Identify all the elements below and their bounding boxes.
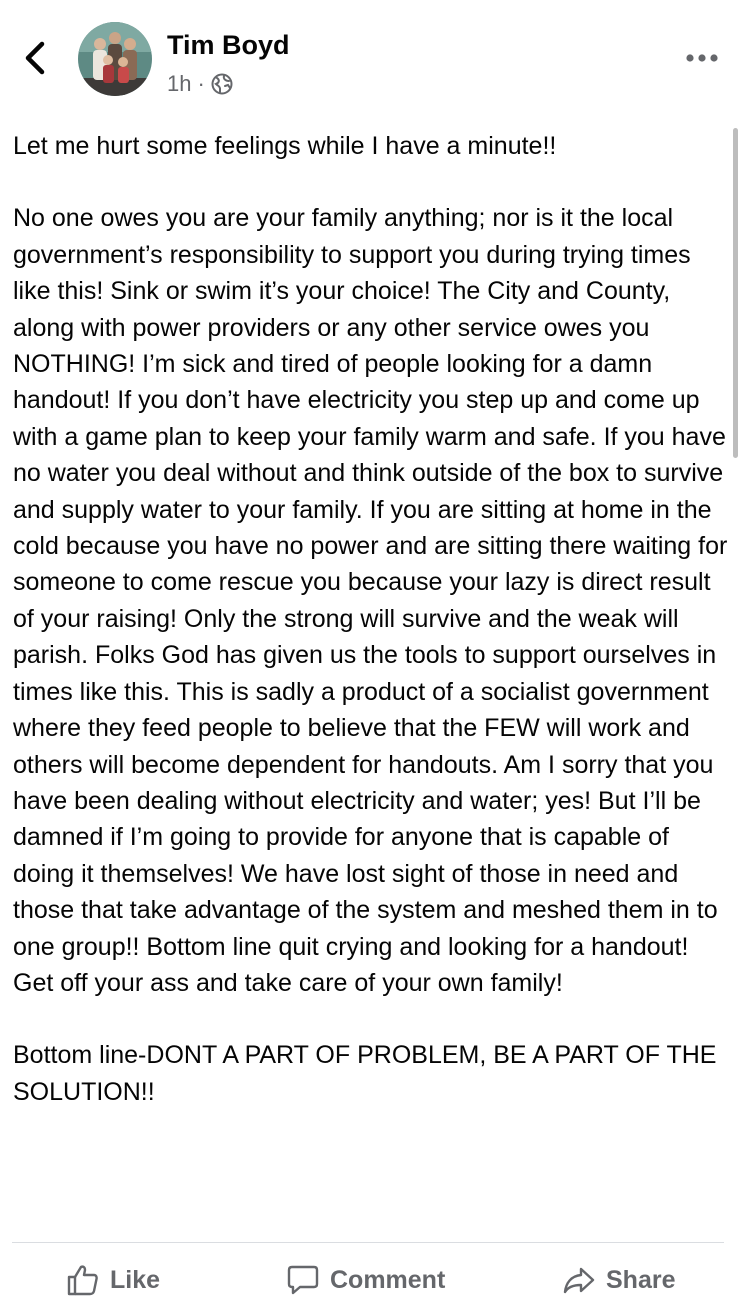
post-body bbox=[13, 128, 729, 1110]
meta-separator: · bbox=[197, 71, 205, 96]
comment-label: Comment bbox=[330, 1265, 446, 1294]
share-button[interactable] bbox=[562, 1256, 675, 1304]
post-actions-bar bbox=[0, 1256, 744, 1304]
share-arrow-icon bbox=[562, 1263, 596, 1297]
post-time[interactable]: 1h bbox=[167, 71, 192, 96]
avatar[interactable] bbox=[78, 22, 152, 96]
post-meta bbox=[167, 70, 233, 98]
like-label: Like bbox=[110, 1265, 161, 1294]
comment-button[interactable] bbox=[286, 1256, 445, 1304]
post-paragraph: Bottom line-DONT A PART OF PROBLEM, BE A PART OF THE SOLUTION!! bbox=[13, 1041, 717, 1106]
back-arrow-icon[interactable] bbox=[18, 38, 54, 78]
globe-icon bbox=[211, 73, 233, 95]
author-name[interactable]: Tim Boyd bbox=[167, 30, 290, 60]
post-paragraph: No one owes you are your family anything; nor is it the local government’s responsibility to support you during trying times like this! Sink or swim it’s your choice! The City and County, along with power providers or any other service owes you NOTHING! I’m sick and tired of people looking for a damn handout! If you don’t have electricity you step up and come up with a game plan to keep your family warm and safe. If you have no water you deal without and think outside of the box to survive and supply water to your family. If you are sitting at home in the cold because you have no power and are sitting there waiting for someone to come rescue you because your lazy is direct result of your raising! Only the strong will survive and the weak will parish. Folks God has given us the tools to support ourselves in times like this. This is sadly a product of a socialist government where they feed people to believe that the FEW will work and others will become dependent for handouts. Am I sorry that you have been dealing without electricity and water; yes! But I’ll be damned if I’m going to provide for anyone that is capable of doing it themselves! We have lost sight of those in need and those that take advantage of the system and meshed them in to one group!! Bottom line quit crying and looking for a handout! Get off your ass and take care of your own family! bbox=[13, 204, 728, 997]
family-photo-image bbox=[78, 22, 152, 96]
thumbs-up-icon bbox=[66, 1263, 100, 1297]
scrollbar[interactable] bbox=[733, 128, 738, 458]
share-label: Share bbox=[606, 1265, 676, 1294]
post-paragraph: Let me hurt some feelings while I have a minute!! bbox=[13, 132, 557, 160]
like-button[interactable] bbox=[66, 1256, 160, 1304]
comment-bubble-icon bbox=[286, 1263, 320, 1297]
post-header bbox=[0, 0, 744, 120]
divider bbox=[12, 1242, 724, 1243]
more-options-icon[interactable] bbox=[682, 50, 722, 66]
